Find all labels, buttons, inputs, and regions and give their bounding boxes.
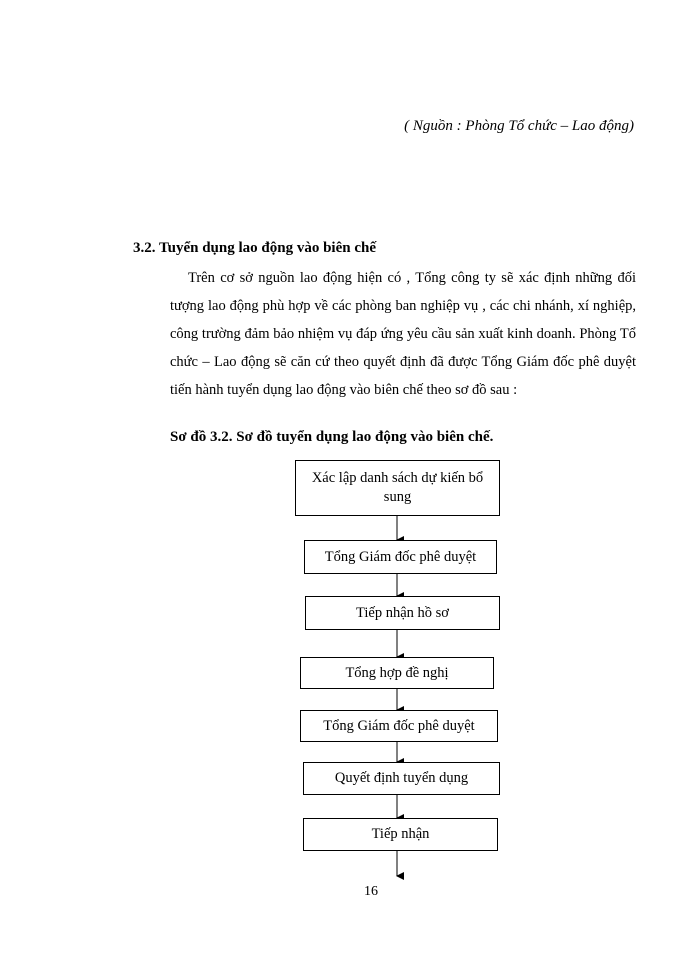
diagram-title: Sơ đồ 3.2. Sơ đồ tuyển dụng lao động vào biên chế.: [170, 429, 494, 445]
body-paragraph: Trên cơ sở nguồn lao động hiện có , Tổng công ty sẽ xác định những đối tượng lao động phù hợp về các phòng ban nghiệp vụ , các chi nhánh, xí nghiệp, công trường đảm bảo nhiệm vụ đáp ứng yêu cầu sản xuất kinh doanh. Phòng Tổ chức – Lao động sẽ căn cứ theo quyết định đã được Tổng Giám đốc phê duyệt tiến hành tuyển dụng lao động vào biên chế theo sơ đồ sau :: [170, 270, 636, 398]
page-number: 16: [364, 884, 378, 899]
flow-step-4: Tổng hợp đề nghị: [300, 657, 494, 689]
section-heading: 3.2. Tuyển dụng lao động vào biên chế: [133, 240, 376, 256]
flow-step-6: Quyết định tuyển dụng: [303, 762, 500, 795]
flow-step-7: Tiếp nhận: [303, 818, 498, 851]
source-note: ( Nguồn : Phòng Tổ chức – Lao động): [404, 118, 634, 134]
flow-step-1: Xác lập danh sách dự kiến bổ sung: [295, 460, 500, 516]
flow-step-2: Tổng Giám đốc phê duyệt: [304, 540, 497, 574]
flow-step-3: Tiếp nhận hồ sơ: [305, 596, 500, 630]
flow-step-5: Tổng Giám đốc phê duyệt: [300, 710, 498, 742]
